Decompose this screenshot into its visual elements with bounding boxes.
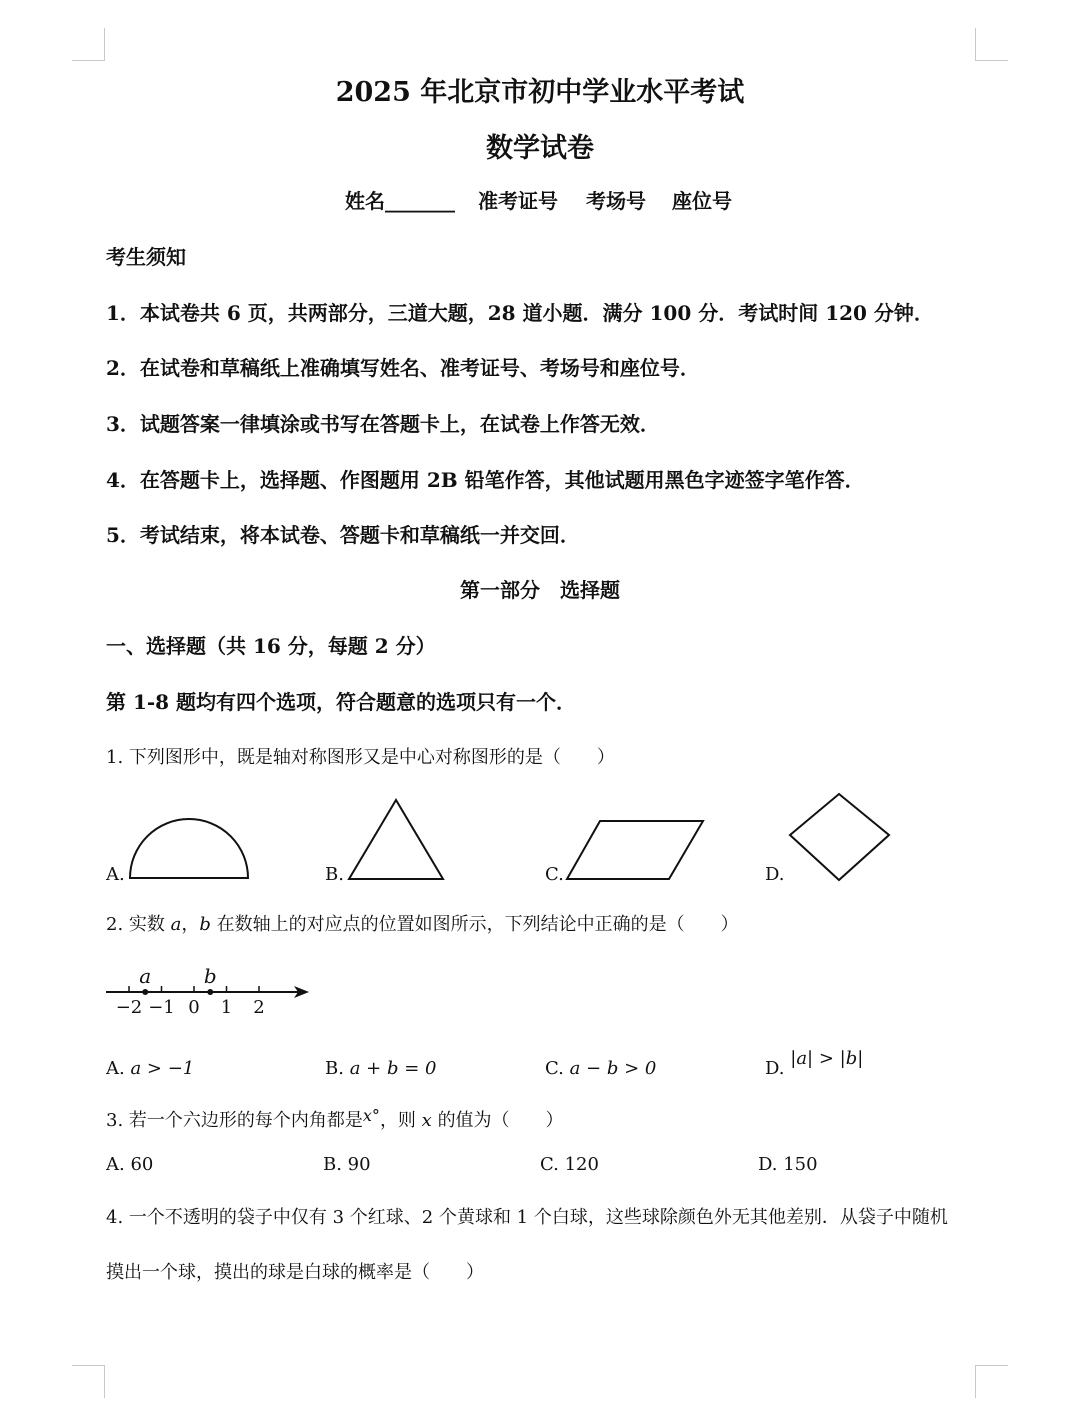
question-1-stem: 1. 下列图形中，既是轴对称图形又是中心对称图形的是（ ） [106,747,615,768]
q2-option-d-label: D. [765,1058,785,1079]
seat-label: 座位号 [672,189,732,213]
q2-option-c-expr: a − b > 0 [569,1058,657,1079]
q2-option-b [325,1058,436,1079]
q2-option-d [765,1048,864,1079]
exam-id-label: 准考证号 [478,189,558,213]
q2-var-b: b [199,914,211,935]
q3-option-d: D. 150 [758,1154,818,1175]
question-2-stem [106,910,739,936]
corner-mark-top-right [975,28,1008,61]
question-4-line-2: 摸出一个球，摸出的球是白球的概率是（ ） [106,1262,484,1283]
number-line-point-a-label: a [139,964,152,988]
q2-option-c [545,1058,656,1079]
room-label: 考场号 [586,189,646,213]
q1-option-c-label: C. [545,864,564,885]
name-field [345,185,455,214]
name-label: 姓名 [345,189,385,213]
q3-stem-mid: ，则 [379,1110,416,1131]
number-line-tick-label: 0 [188,997,200,1018]
notice-item-1: 1．本试卷共 6 页，共两部分，三道大题，28 道小题．满分 100 分．考试时间 120 分钟． [106,301,934,325]
corner-mark-bottom-right [975,1365,1008,1398]
number-line-tick-label: 2 [253,997,265,1018]
notice-item-4: 4．在答题卡上，选择题、作图题用 2B 铅笔作答，其他试题用黑色字迹签字笔作答． [106,468,865,492]
q3-var: x [421,1110,432,1131]
section-instruction: 第 1-8 题均有四个选项，符合题意的选项只有一个． [106,690,577,714]
corner-mark-top-left [72,28,105,61]
q2-option-a-expr: a > −1 [130,1058,195,1079]
q1-option-a-label: A. [106,864,125,885]
q2-option-a-label: A. [106,1058,125,1079]
q3-angle: x° [362,1106,380,1125]
q1-option-d-label: D. [765,864,785,885]
q3-option-c: C. 120 [540,1154,599,1175]
parallelogram-icon [565,818,707,882]
question-4-line-1: 4. 一个不透明的袋子中仅有 3 个红球、2 个黄球和 1 个白球，这些球除颜色外无其他差别．从袋子中随机 [106,1207,948,1228]
q2-option-a [106,1058,194,1079]
q2-stem-post: 在数轴上的对应点的位置如图所示，下列结论中正确的是（ ） [216,914,739,935]
q2-option-b-expr: a + b = 0 [349,1058,437,1079]
number-line-point-a [142,989,148,995]
q2-option-c-label: C. [545,1058,564,1079]
corner-mark-bottom-left [72,1365,105,1398]
number-line-point-b [207,989,213,995]
number-line-tick-label: −2 [115,997,143,1018]
notice-item-5: 5．考试结束，将本试卷、答题卡和草稿纸一并交回． [106,523,580,547]
q2-var-a: a [170,914,182,935]
notice-item-3: 3．试题答案一律填涂或书写在答题卡上，在试卷上作答无效． [106,412,660,436]
notice-heading: 考生须知 [106,245,186,269]
semicircle-icon [128,818,252,882]
number-line-tick-label: −1 [148,997,175,1018]
q3-stem-post: 的值为（ ） [437,1110,564,1131]
part-title: 第一部分 选择题 [460,578,620,602]
q2-sep: ， [181,914,200,935]
notice-item-2: 2．在试卷和草稿纸上准确填写姓名、准考证号、考场号和座位号． [106,356,700,380]
number-line-point-b-label: b [203,964,217,988]
q3-stem-pre: 3. 若一个六边形的每个内角都是 [106,1110,363,1131]
exam-subtitle: 数学试卷 [486,133,594,164]
number-line-tick-label: 1 [220,997,233,1018]
rhombus-icon [787,791,893,885]
q3-option-b: B. 90 [323,1154,371,1175]
name-blank: _______ [385,189,455,213]
q3-option-a: A. 60 [106,1154,154,1175]
q2-option-d-expr: |a| > |b| [790,1048,864,1069]
section-heading: 一、选择题（共 16 分，每题 2 分） [106,634,436,658]
q2-stem-pre: 2. 实数 [106,914,165,935]
triangle-icon [347,797,447,883]
q1-option-b-label: B. [325,864,344,885]
question-3-stem [106,1106,564,1132]
number-line [0,950,340,1025]
q2-option-b-label: B. [325,1058,344,1079]
exam-title: 2025 年北京市初中学业水平考试 [335,77,745,108]
